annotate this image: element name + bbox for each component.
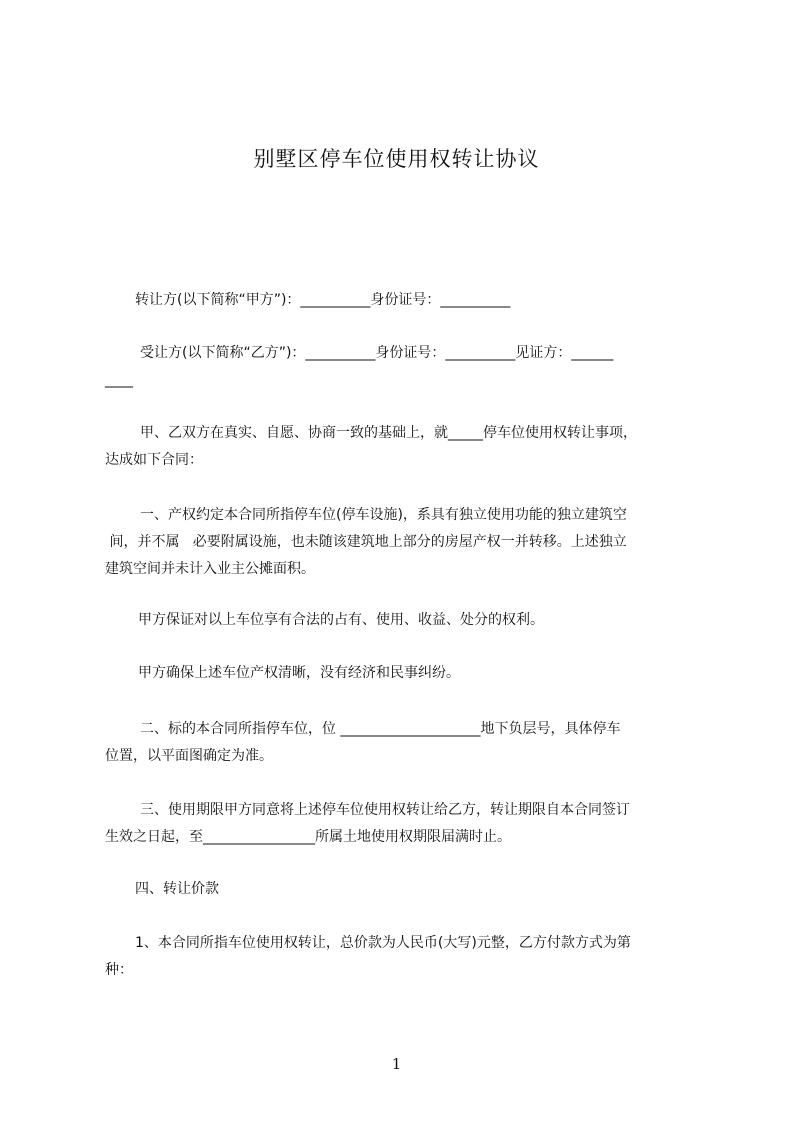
party-b-line: 受让方(以下简称“乙方”)：__________身份证号：__________见证方：______ — [140, 345, 614, 361]
clause-2-line-2: 位置，以平面图确定为准。 — [105, 748, 273, 764]
clause-3-line-1: 三、使用期限甲方同意将上述停车位使用权转让给乙方，转让期限自本合同签订 — [140, 802, 630, 818]
document-title: 别墅区停车位使用权转让协议 — [253, 147, 540, 171]
clause-3-line-2: 生效之日起，至________________所属土地使用权期限届满时止。 — [105, 829, 511, 845]
clause-1-line-3: 建筑空间并未计入业主公摊面积。 — [105, 561, 315, 577]
clause-2-line-1: 二、标的本合同所指停车位，位 ____________________地下负层号，具体停车 — [140, 721, 621, 737]
clause-4-item-1-line-2: 种： — [105, 962, 133, 978]
intro-paragraph-line-2: 达成如下合同： — [105, 452, 203, 468]
party-b-line-wrap: ____ — [105, 372, 133, 388]
clause-1-line-2: 间，并不属 必要附属设施，也未随该建筑地上部分的房屋产权一并转移。上述独立 — [105, 534, 627, 550]
guarantee-line-2: 甲方确保上述车位产权清晰，没有经济和民事纠纷。 — [138, 665, 460, 681]
intro-paragraph-line-1: 甲、乙双方在真实、自愿、协商一致的基础上，就_____停车位使用权转让事项， — [140, 425, 637, 441]
clause-4-heading: 四、转让价款 — [135, 881, 219, 897]
clause-1-line-1: 一、产权约定本合同所指停车位(停车设施)，系具有独立使用功能的独立建筑空 — [140, 507, 627, 523]
page-number: 1 — [391, 1055, 402, 1073]
clause-4-item-1-line-1: 1、本合同所指车位使用权转让，总价款为人民币(大写)元整，乙方付款方式为第 — [135, 935, 631, 951]
guarantee-line-1: 甲方保证对以上车位享有合法的占有、使用、收益、处分的权利。 — [138, 612, 544, 628]
party-a-line: 转让方(以下简称“甲方”)：__________身份证号：__________ — [135, 292, 511, 308]
